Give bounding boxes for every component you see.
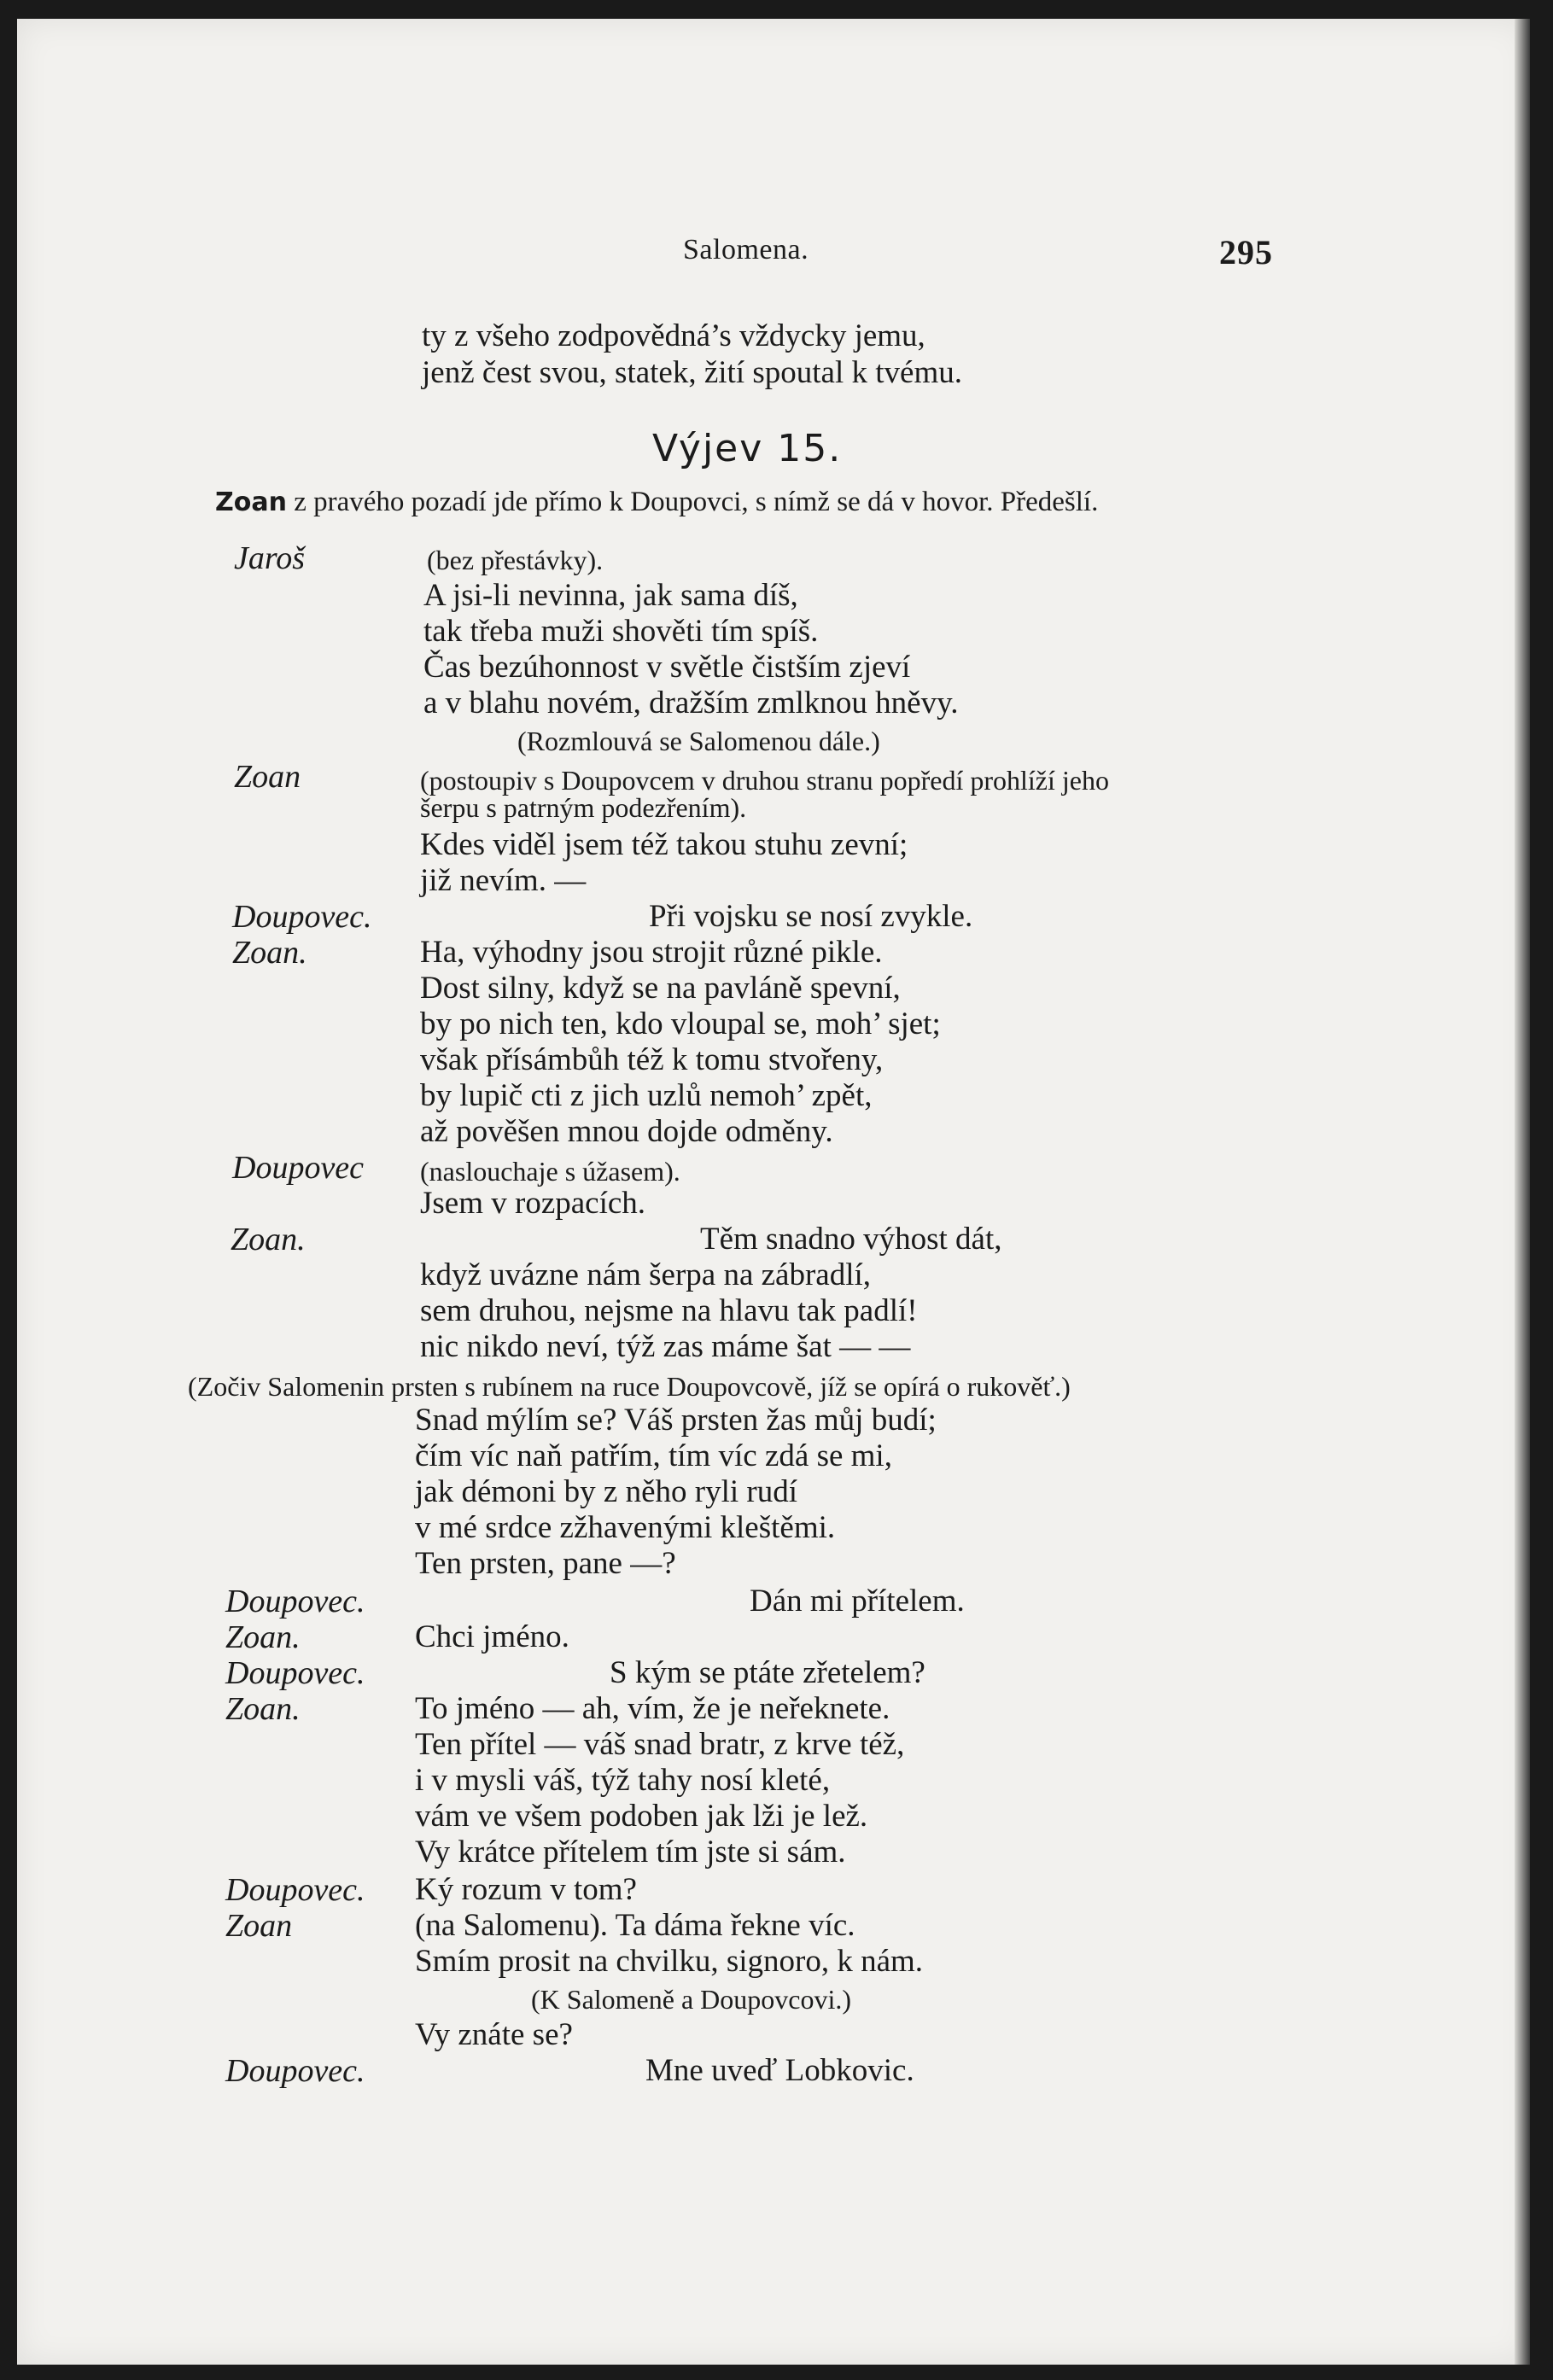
verse-line: až pověšen mnou dojde odměny. [420, 1114, 833, 1149]
verse-line: Ten přítel — váš snad bratr, z krve též, [415, 1727, 905, 1762]
page-edge-shadow [1515, 19, 1530, 2365]
verse-line: ty z všeho zodpovědná’s vždycky jemu, [422, 318, 925, 353]
speaker-name: Zoan [234, 759, 301, 795]
speaker-name: Zoan. [225, 1691, 301, 1727]
verse-line: S kým se ptáte zřetelem? [610, 1655, 925, 1690]
scene-direction-text: z pravého pozadí jde přímo k Doupovci, s nímž se dá v hovor. Předešlí. [286, 487, 1099, 517]
stage-direction: šerpu s patrným podezřením). [420, 792, 747, 823]
page-number: 295 [1219, 233, 1273, 271]
verse-line: Dost silny, když se na pavláně spevní, [420, 971, 901, 1006]
speaker-name: Zoan [225, 1908, 293, 1944]
verse-line: tak třeba muži shověti tím spíš. [423, 614, 819, 649]
verse-line: Jsem v rozpacích. [420, 1186, 646, 1221]
verse-line: již nevím. — [420, 863, 587, 898]
verse-line: Snad mýlím se? Váš prsten žas můj budí; [415, 1403, 937, 1438]
running-head: Salomena. [683, 234, 809, 265]
speaker-name: Doupovec. [225, 1584, 365, 1619]
speaker-name: Doupovec [232, 1150, 365, 1186]
speaker-name: Zoan. [231, 1222, 306, 1257]
verse-line: Vy krátce přítelem tím jste si sám. [415, 1835, 846, 1870]
verse-line: jak démoni by z něho ryli rudí [415, 1474, 798, 1509]
stage-direction: (K Salomeně a Doupovcovi.) [531, 1984, 852, 2015]
stage-direction: (postoupiv s Doupovcem v druhou stranu popředí prohlíží jeho [420, 765, 1109, 796]
verse-line: Smím prosit na chvilku, signoro, k nám. [415, 1944, 924, 1979]
verse-line: Ten prsten, pane —? [415, 1546, 676, 1581]
verse-line: nic nikdo neví, týž zas máme šat — — [420, 1329, 911, 1364]
verse-line: sem druhou, nejsme na hlavu tak padlí! [420, 1293, 918, 1328]
verse-line: Chci jméno. [415, 1619, 569, 1654]
speaker-name: Zoan. [232, 935, 307, 971]
speaker-name: Jaroš [234, 540, 306, 576]
verse-line: by lupič cti z jich uzlů nemoh’ zpět, [420, 1078, 873, 1113]
stage-direction: (Zočiv Salomenin prsten s rubínem na ruce Doupovcově, jíž se opírá o rukověť.) [188, 1371, 1071, 1402]
stage-direction: (bez přestávky). [427, 545, 604, 575]
verse-line: Dán mi přítelem. [750, 1584, 965, 1619]
verse-line: jenž čest svou, statek, žití spoutal k tvému. [422, 355, 962, 390]
verse-line: i v mysli váš, týž tahy nosí kleté, [415, 1763, 831, 1798]
scene-direction-name: Zoan [215, 487, 287, 517]
verse-line: Ha, výhodny jsou strojit různé pikle. [420, 935, 883, 970]
book-page [17, 19, 1530, 2365]
verse-line: (na Salomenu). Ta dáma řekne víc. [415, 1908, 855, 1943]
verse-line: Čas bezúhonnost v světle čistším zjeví [423, 650, 911, 685]
verse-line: Ký rozum v tom? [415, 1872, 637, 1907]
speaker-name: Doupovec. [225, 2053, 365, 2089]
verse-line: Těm snadno výhost dát, [700, 1222, 1002, 1257]
speaker-name: Doupovec. [225, 1872, 365, 1908]
stage-direction: (naslouchaje s úžasem). [420, 1156, 680, 1187]
verse-line: vám ve všem podoben jak lži je lež. [415, 1799, 868, 1834]
scene-title: Výjev 15. [652, 427, 843, 470]
verse-line: když uvázne nám šerpa na zábradlí, [420, 1257, 872, 1292]
speaker-name: Doupovec. [232, 899, 372, 935]
scene-stage-direction [215, 487, 1098, 518]
verse-line: v mé srdce zžhavenými kleštěmi. [415, 1510, 836, 1545]
verse-line: Při vojsku se nosí zvykle. [649, 899, 973, 934]
verse-line: A jsi-li nevinna, jak sama díš, [423, 578, 798, 613]
stage-direction: (Rozmlouvá se Salomenou dále.) [517, 726, 880, 756]
verse-line: by po nich ten, kdo vloupal se, moh’ sjet; [420, 1006, 941, 1041]
verse-line: čím víc naň patřím, tím víc zdá se mi, [415, 1438, 892, 1473]
verse-line: To jméno — ah, vím, že je neřeknete. [415, 1691, 890, 1726]
verse-line: Vy znáte se? [415, 2017, 573, 2052]
speaker-name: Zoan. [225, 1619, 301, 1655]
verse-line: však přísámbůh též k tomu stvořeny, [420, 1042, 884, 1077]
verse-line: a v blahu novém, dražším zmlknou hněvy. [423, 685, 959, 720]
speaker-name: Doupovec. [225, 1655, 365, 1691]
verse-line: Kdes viděl jsem též takou stuhu zevní; [420, 827, 908, 862]
verse-line: Mne uveď Lobkovic. [645, 2053, 914, 2088]
